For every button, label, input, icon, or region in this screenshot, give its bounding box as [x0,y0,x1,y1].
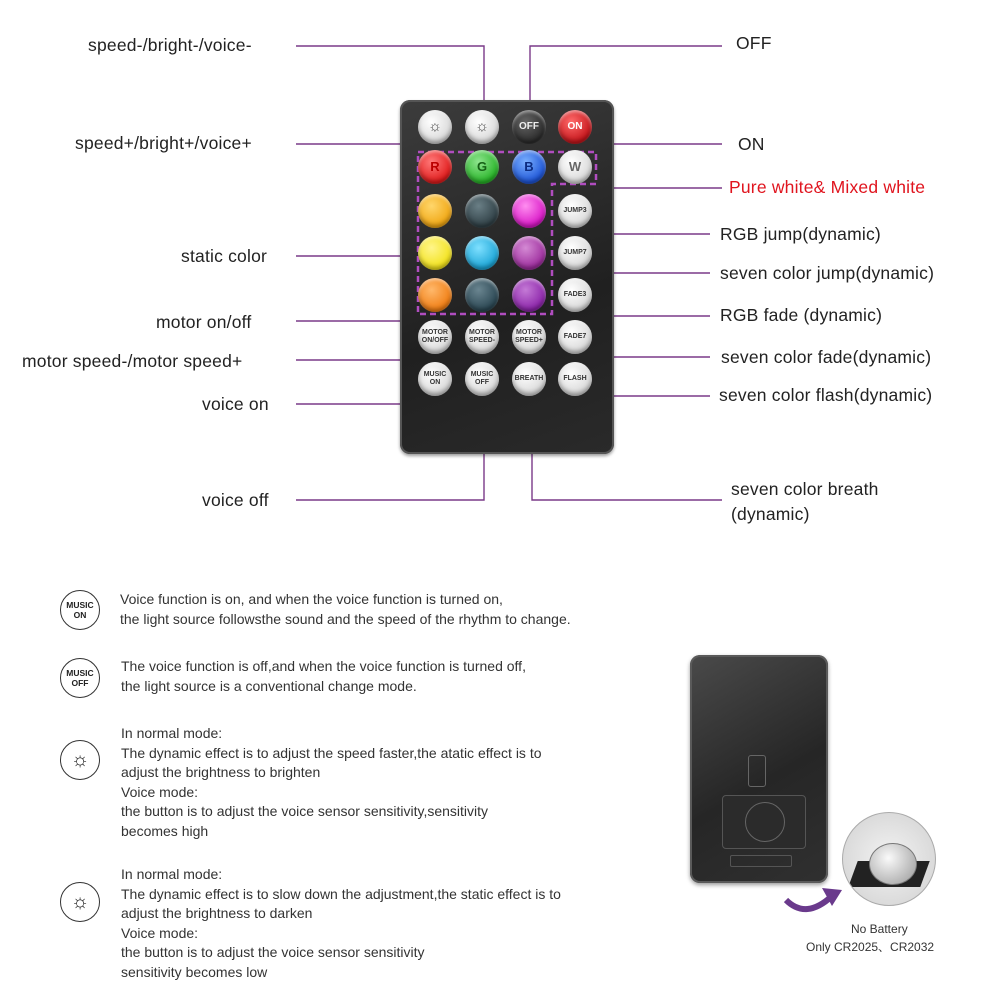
jump3-button[interactable]: JUMP3 [558,194,592,228]
label-on: ON [738,134,765,154]
label-off: OFF [736,33,772,53]
label-pure-white: Pure white& Mixed white [729,177,926,197]
color-yellow-button[interactable] [418,236,452,270]
sun-down-icon: ☼ [428,118,442,135]
note-music-on: Voice function is on, and when the voice function is turned on, the light source followsthe sound and the speed of the rhythm to change. [120,591,571,627]
fade7-button[interactable]: FADE7 [558,320,592,354]
off-button[interactable]: OFF [512,110,546,144]
music-on-icon: MUSIC ON [60,590,100,630]
arrow-icon [786,896,832,909]
music-off-icon: MUSIC OFF [60,658,100,698]
note-speed-minus: In normal mode: The dynamic effect is to slow down the adjustment,the static effect is to adjust the brightness to darken Voice mode: the button is to adjust the voice sensor sensitivity sensitivity becomes low [121,866,561,980]
color-violet-button[interactable] [512,278,546,312]
battery-door-tab [730,855,792,867]
music-off-button[interactable] [465,362,499,396]
white-button[interactable]: W [558,150,592,184]
green-button[interactable]: G [465,150,499,184]
red-button[interactable]: R [418,150,452,184]
color-purple-button[interactable] [512,236,546,270]
remote-back [690,655,828,883]
motor-speed-plus-label: MOTOR SPEED+ [515,329,543,344]
motor-speed-plus-button[interactable] [512,320,546,354]
flash-button[interactable]: FLASH [558,362,592,396]
battery-note-2: Only CR2025、CR2032 [806,940,935,954]
battery-slot-circle-icon [745,802,785,842]
music-on-button[interactable] [418,362,452,396]
color-orange-button[interactable] [418,194,452,228]
sun-down-icon: ☼ [60,882,100,922]
label-seven-jump: seven color jump(dynamic) [720,263,935,283]
breath-button[interactable]: BREATH [512,362,546,396]
battery-closeup [842,812,936,906]
color-amber-button[interactable] [418,278,452,312]
on-button[interactable]: ON [558,110,592,144]
music-on-label: MUSIC ON [423,371,447,386]
label-voice-on: voice on [202,394,269,414]
motor-onoff-label: MOTOR ON/OFF [421,329,449,344]
motor-speed-minus-button[interactable] [465,320,499,354]
blue-button[interactable]: B [512,150,546,184]
label-seven-fade: seven color fade(dynamic) [721,347,932,367]
battery-note-1: No Battery [851,922,908,936]
label-rgb-jump: RGB jump(dynamic) [720,224,881,244]
label-voice-off: voice off [202,490,269,510]
label-static-color: static color [181,246,268,266]
motor-onoff-button[interactable] [418,320,452,354]
fade3-button[interactable]: FADE3 [558,278,592,312]
label-motor-onoff: motor on/off [156,312,252,332]
note-music-off: The voice function is off,and when the voice function is turned off, the light source is a conventional change mode. [121,658,526,694]
color-magenta-button[interactable] [512,194,546,228]
label-rgb-fade: RGB fade (dynamic) [720,305,883,325]
speed-plus-button[interactable] [465,110,499,144]
jump7-button[interactable]: JUMP7 [558,236,592,270]
label-seven-breath-dynamic: (dynamic) [731,504,810,524]
label-motor-speed: motor speed-/motor speed+ [22,351,243,371]
music-off-label: MUSIC OFF [470,371,494,386]
speed-minus-button[interactable] [418,110,452,144]
color-cyan-button[interactable] [465,236,499,270]
sun-up-icon: ☼ [60,740,100,780]
label-seven-flash: seven color flash(dynamic) [719,385,933,405]
battery-compartment [722,795,806,849]
coin-cell-icon [869,843,917,885]
battery-symbol-icon [748,755,766,787]
remote-control [400,100,614,454]
label-seven-breath: seven color breath [731,479,879,499]
sun-up-icon: ☼ [475,118,489,135]
color-slate-button[interactable] [465,278,499,312]
color-dark-teal-button[interactable] [465,194,499,228]
motor-speed-minus-label: MOTOR SPEED- [468,329,496,344]
label-speed-plus: speed+/bright+/voice+ [75,133,252,153]
note-speed-plus: In normal mode: The dynamic effect is to adjust the speed faster,the atatic effect is to adjust the brightness to brighten Voice mode: the button is to adjust the voice sensor sensitivity,sensitivity becomes high [121,725,542,839]
label-speed-minus: speed-/bright-/voice- [88,35,252,55]
